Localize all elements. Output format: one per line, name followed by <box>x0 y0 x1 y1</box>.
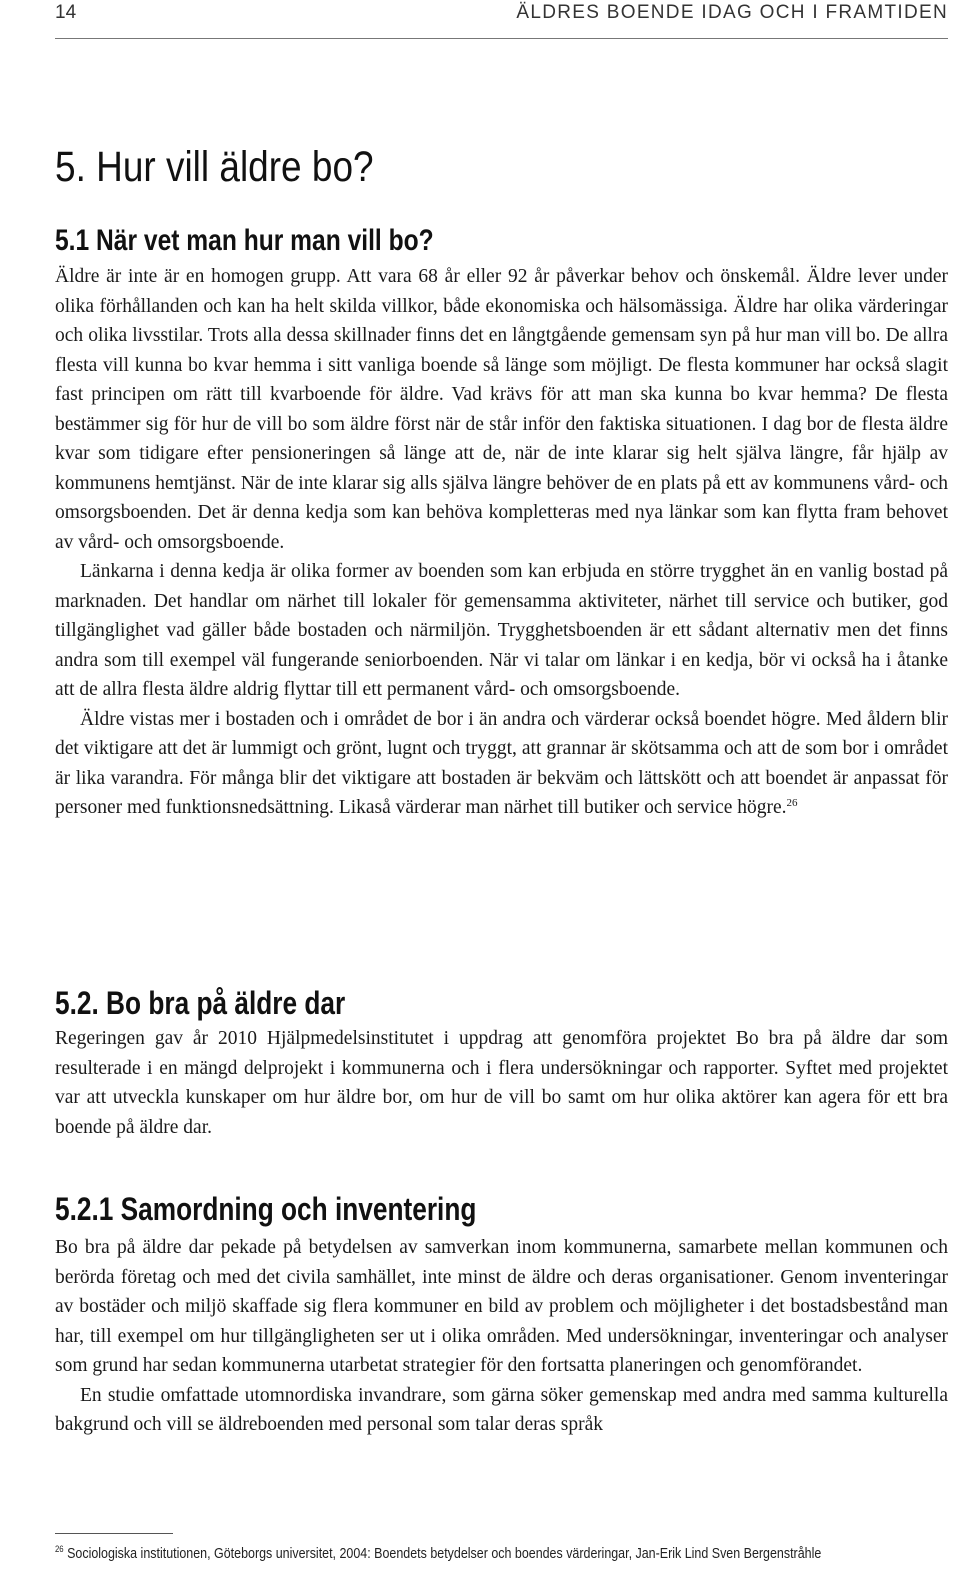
document-page <box>55 0 951 1589</box>
paragraph: Äldre är inte är en homogen grupp. Att vara 68 år eller 92 år påverkar behov och önskemål. Äldre lever under olika förhållanden och kan ha helt skilda villkor, både ekonomiska och hälsomässiga. Äldre har olika värderingar och olika livsstilar. Trots alla dessa skillnader finns det en långtgående gemensam syn på hur man vill bo. De allra flesta vill kunna bo kvar hemma i sitt vanliga boende så länge som möjligt. De flesta kommuner har också slagit fast principen om rätt till kvarboende för äldre. Vad krävs för att man ska kunna bo kvar hemma? De flesta bestämmer sig för hur de vill bo som äldre först när de står inför den faktiska situationen. I dag bor de flesta äldre kvar som tidigare efter pensioneringen så länge att de, när de inte klarar sig helt själva längre, får hjälp av kommunens hemtjänst. När de inte klarar sig alls själva längre behöver de en plats på ett av kommunens vård- och omsorgsboenden. Det är denna kedja som kan behöva kompletteras med nya länkar som kan flytta fram behovet av vård- och omsorgsboende. <box>55 266 948 553</box>
paragraph: Bo bra på äldre dar pekade på betydelsen av samverkan inom kommunerna, samarbete mellan kommunen och berörda företag och med det civila samhället, inte minst de äldre och deras organisationer. Genom inventeringar av bostäder och miljö skaffade sig flera kommuner en bild av problem och möjligheter i det bostadsbestånd man har, till exempel om hur tillgängligheten ser ut i olika områden. Med undersökningar, inventeringar och analyser som grund har sedan kommunerna utarbetat strategier för den fortsatta planeringen och genomförandet. <box>55 1237 948 1376</box>
section-5-1-body <box>55 262 948 823</box>
page-number: 14 <box>55 2 77 23</box>
section-5-2-body <box>55 1024 948 1142</box>
footnote-rule <box>55 1533 173 1534</box>
footnote-number: 26 <box>55 1544 64 1554</box>
footnote-reference[interactable]: 26 <box>786 797 798 809</box>
paragraph: Länkarna i denna kedja är olika former av boenden som kan erbjuda en större trygghet än en vanlig bostad på marknaden. Det handlar om närhet till lokaler för gemensamma aktiviteter, närhet till service och butiker, god tillgänglighet vad gäller både bostaden och närmiljön. Trygghetsboenden är ett sådant alternativ men det finns andra som till exempel väl fungerande seniorboenden. När vi talar om länkar i en kedja, bör vi också ha i åtanke att de allra flesta äldre aldrig flyttar till ett permanent vård- och omsorgsboende. <box>55 561 948 700</box>
footnote-text: Sociologiska institutionen, Göteborgs universitet, 2004: Boendets betydelser och boendes värderingar, Jan-Erik Lind Sven Bergenstråhle <box>67 1546 822 1562</box>
running-title: ÄLDRES BOENDE IDAG OCH I FRAMTIDEN <box>516 2 948 23</box>
section-5-1-title: 5.1 När vet man hur man vill bo? <box>55 224 434 257</box>
running-header <box>55 2 948 28</box>
paragraph: Regeringen gav år 2010 Hjälpmedelsinstitutet i uppdrag att genomföra projektet Bo bra på äldre dar som resulterade i en mängd delprojekt i kommunerna och i flera undersökningar och rapporter. Syftet med projektet var att utveckla kunskaper om hur äldre bor, om hur de vill bo samt om hur olika aktörer kan agera för ett bra boende på äldre dar. <box>55 1028 948 1138</box>
chapter-title: 5. Hur vill äldre bo? <box>55 143 374 191</box>
section-5-2-title: 5.2. Bo bra på äldre dar <box>55 985 346 1021</box>
paragraph-with-footnote <box>55 705 948 823</box>
section-5-2-1-title: 5.2.1 Samordning och inventering <box>55 1191 477 1227</box>
paragraph: En studie omfattade utomnordiska invandrare, som gärna söker gemenskap med andra med samma kulturella bakgrund och vill se äldreboenden med personal som talar deras språk <box>55 1384 948 1435</box>
footnote <box>55 1546 932 1562</box>
paragraph-text: Äldre vistas mer i bostaden och i området de bor i än andra och värderar också boendet högre. Med åldern blir det viktigare att det är lummigt och grönt, lugnt och tryggt, att grannar är skötsamma och att de som bor i området är lika varandra. För många blir det viktigare att bostaden är bekväm och lättskött och att boendet är anpassat för personer med funktionsnedsättning. Likaså värderar man närhet till butiker och service högre. <box>55 708 948 818</box>
section-5-2-1-body <box>55 1233 948 1440</box>
header-rule <box>55 38 948 39</box>
